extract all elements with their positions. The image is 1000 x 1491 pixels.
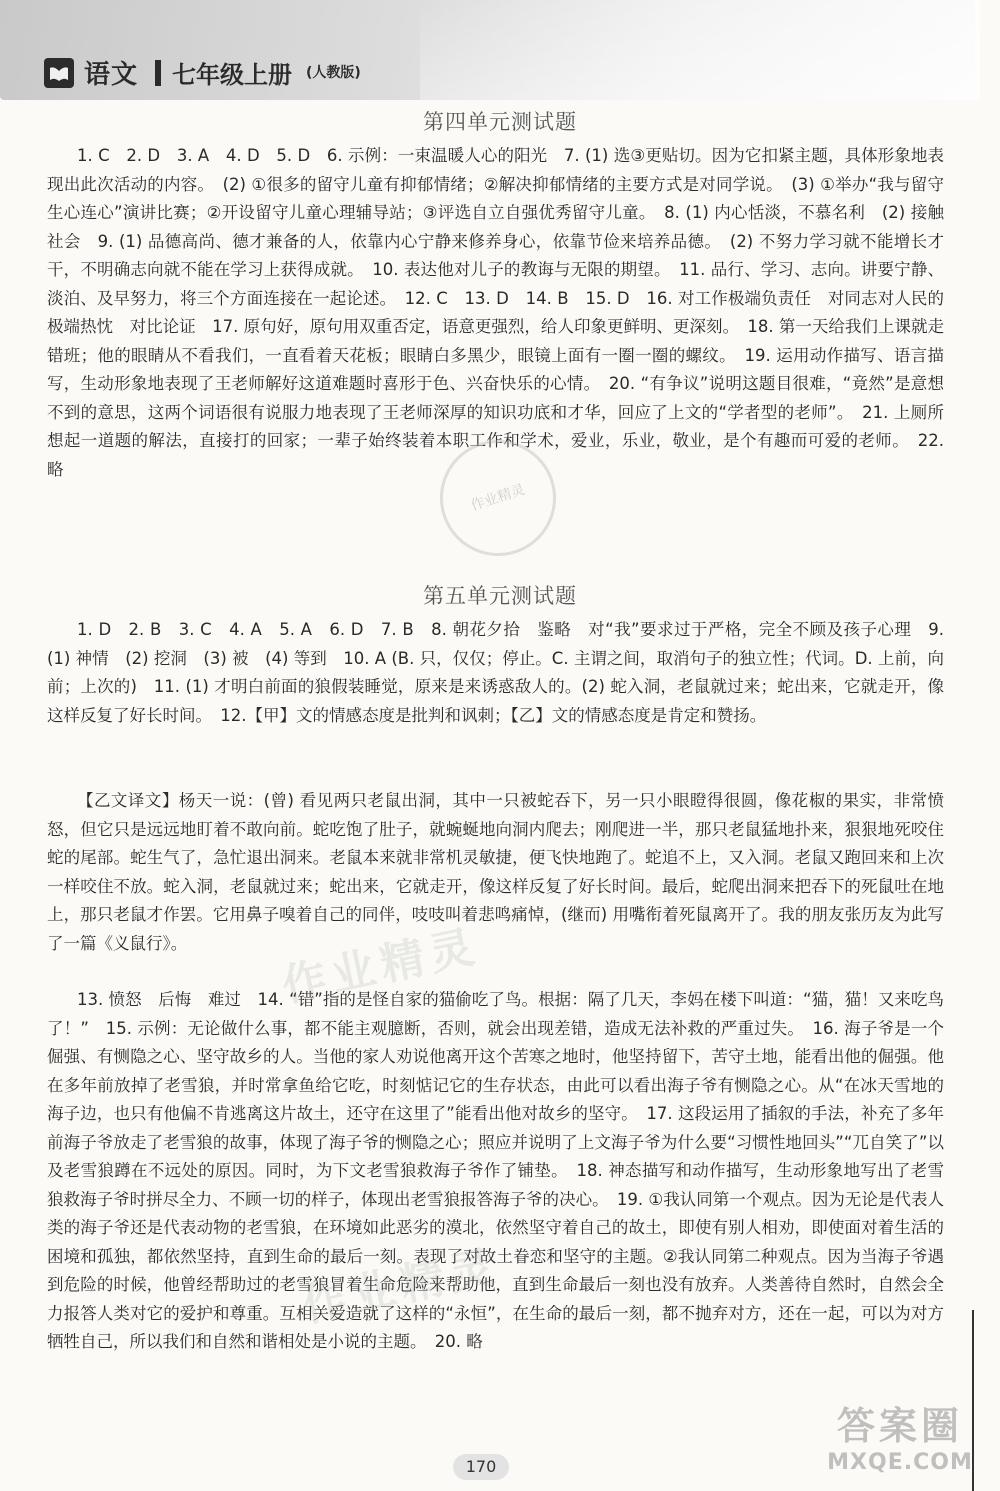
unit5-translation: 【乙文译文】杨天一说：(曾) 看见两只老鼠出洞，其中一只被蛇吞下，另一只小眼瞪得很圆，像花椒的果实，非常愤怒，但它只是远远地盯着不敢向前。蛇吃饱了肚子，就蜿蜒地向洞内爬去；刚爬进一半，那只老鼠猛地扑来，狠狠地死咬住蛇的尾部。蛇生气了，急忙退出洞来。老鼠本来就非常机灵敏捷，便飞快地跑了。蛇追不上，又入洞。老鼠又跑回来和上次一样咬住不放。蛇入洞，老鼠就过来；蛇出来，它就走开，像这样反复了好长时间。最后，蛇爬出洞来把吞下的死鼠吐在地上，那只老鼠才作罢。它用鼻子嗅着自己的同伴，吱吱叫着悲鸣痛悼，(继而) 用嘴衔着死鼠离开了。我的朋友张历友为此写了一篇《义鼠行》。 (47, 791, 944, 953)
header-divider (155, 60, 161, 86)
corner-logo-url: MXQE.COM (827, 1450, 973, 1475)
unit4-title: 第四单元测试题 (423, 110, 577, 134)
page-number: 170 (453, 1454, 509, 1480)
page-header (0, 0, 975, 100)
watermark-stamp: 作业精灵 (425, 425, 571, 571)
edition-label: (人教版) (306, 65, 361, 81)
corner-watermark-logo (810, 1395, 990, 1485)
unit5-title: 第五单元测试题 (423, 584, 577, 608)
corner-logo-text: 答案圈 (836, 1404, 963, 1448)
header-gradient (420, 0, 980, 100)
grade-label: 七年级上册 (172, 61, 292, 89)
unit5-answers-continued: 13. 愤怒 后悔 难过 14. “错”指的是怪自家的猫偷吃了鸟。根据：隔了几天，李妈在楼下叫道：“猫，猫！又来吃鸟了！” 15. 示例：无论做什么事，都不能主观臆断，否则，就会出现差错，造成无法补救的严重过失。 16. 海子爷是一个倔强、有恻隐之心、坚守故乡的人。当他的家人劝说他离开这个苦寒之地时，他坚持留下，苦守土地，能看出他的倔强。他在多年前放掉了老雪狼，并时常拿鱼给它吃，时刻惦记它的生存状态，由此可以看出海子爷有恻隐之心。从“在冰天雪地的海子边，也只有他偏不肯逃离这片故土，还守在这里了”能看出他对故乡的坚守。 17. 这段运用了插叙的手法，补充了多年前海子爷放走了老雪狼的故事，体现了海子爷的恻隐之心；照应并说明了上文海子爷为什么要“习惯性地回头”“兀自笑了”以及老雪狼蹲在不远处的原因。同时，为下文老雪狼救海子爷作了铺垫。 18. 神态描写和动作描写，生动形象地写出了老雪狼救海子爷时拼尽全力、不顾一切的样子，体现出老雪狼报答海子爷的决心。 19. ①我认同第一个观点。因为无论是代表人类的海子爷还是代表动物的老雪狼，在环境如此恶劣的漠北，依然坚守着自己的故土，即使有别人相劝，即使面对着生活的困境和孤独，都依然坚持，直到生命的最后一刻。表现了对故土眷恋和坚守的主题。②我认同第二种观点。因为当海子爷遇到危险的时候，他曾经帮助过的老雪狼冒着生命危险来帮助他，直到生命最后一刻也没有放弃。人类善待自然时，自然会全力报答人类对它的爱护和尊重。互相关爱造就了这样的“永恒”，在生命的最后一刻，都不抛弃对方，还在一起，可以为对方牺牲自己，所以我们和自然和谐相处是小说的主题。 20. 略 (47, 990, 944, 1351)
unit4-answers: 1. C 2. D 3. A 4. D 5. D 6. 示例：一束温暖人心的阳光 7. (1) 选③更贴切。因为它扣紧主题，具体形象地表现出此次活动的内容。 (2) ①很多的留守儿童有抑郁情绪；②解决抑郁情绪的主要方式是对同学说。 (3) ①举办“我与留守生心连心”演讲比赛；②开设留守儿童心理辅导站；③评选自立自强优秀留守儿童。 8. (1) 内心恬淡，不慕名利 (2) 接触社会 9. (1) 品德高尚、德才兼备的人，依靠内心宁静来修养身心，依靠节俭来培养品德。 (2) 不努力学习就不能增长才干，不明确志向就不能在学习上获得成就。 10. 表达他对儿子的教诲与无限的期望。 11. 品行、学习、志向。讲要宁静、淡泊、及早努力，将三个方面连接在一起论述。 12. C 13. D 14. B 15. D 16. 对工作极端负责任 对同志对人民的极端热忱 对比论证 17. 原句好，原句用双重否定，语意更强烈，给人印象更鲜明、更深刻。 18. 第一天给我们上课就走错班；他的眼睛从不看我们，一直看着天花板；眼睛白多黑少，眼镜上面有一圈一圈的螺纹。 19. 运用动作描写、语言描写，生动形象地表现了王老师解好这道难题时喜形于色、兴奋快乐的心情。 20. “有争议”说明这题目很难，“竟然”是意想不到的意思，这两个词语很有说服力地表现了王老师深厚的知识功底和才华，回应了上文的“学者型的老师”。 21. 上厕所想起一道题的解法，直接打的回家；一辈子始终装着本职工作和学术，爱业，乐业，敬业，是个有趣而可爱的老师。 22. 略 (47, 146, 944, 479)
subject-label: 语文 (84, 60, 139, 90)
unit5-answers: 1. D 2. B 3. C 4. A 5. A 6. D 7. B 8. 朝花夕拾 鉴略 对“我”要求过于严格，完全不顾及孩子心理 9. (1) 神情 (2) 挖洞 (3) 被 (4) 等到 10. A (B. 只，仅仅；停止。C. 主谓之间，取消句子的独立性；代词。D. 上前，向前；上次的) 11. (1) 才明白前面的狼假装睡觉，原来是来诱惑敌人的。(2) 蛇入洞，老鼠就过来；蛇出来，它就走开，像这样反复了好长时间。 12.【甲】文的情感态度是批判和讽刺；【乙】文的情感态度是肯定和赞扬。 (47, 620, 944, 725)
watermark-mid: 作业精灵 (277, 920, 485, 1013)
book-logo-icon (44, 58, 74, 88)
watermark-lower: 作业精灵 (297, 1240, 505, 1333)
